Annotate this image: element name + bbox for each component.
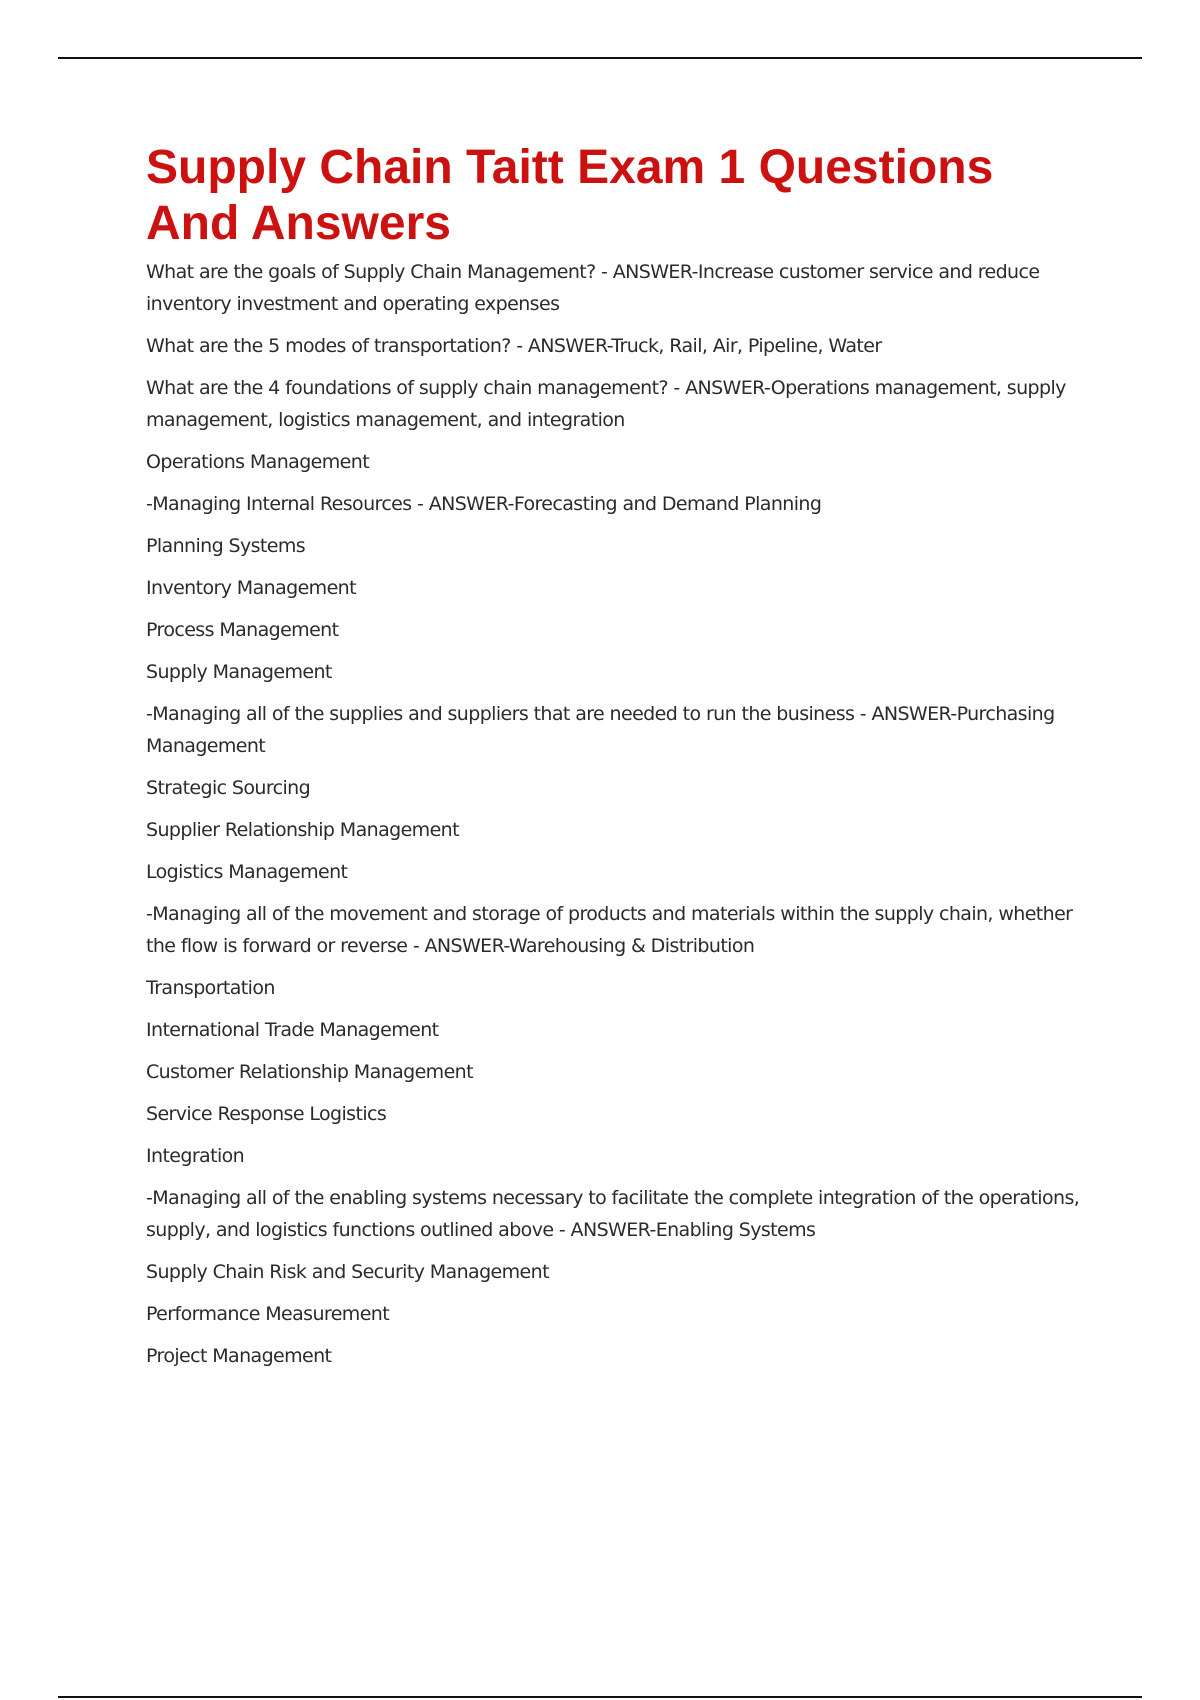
qa-entry: Performance Measurement (146, 1303, 390, 1325)
qa-entry: Supplier Relationship Management (146, 819, 459, 841)
bottom-rule (58, 1696, 1142, 1698)
qa-entry: Integration (146, 1145, 245, 1167)
qa-list (146, 256, 1096, 1372)
document-title: Supply Chain Taitt Exam 1 Questions And Answers (146, 141, 994, 250)
qa-entry: Customer Relationship Management (146, 1061, 473, 1083)
qa-entry: Operations Management (146, 451, 370, 473)
qa-entry: What are the 5 modes of transportation? - ANSWER-Truck, Rail, Air, Pipeline, Water (146, 335, 882, 357)
qa-entry: Project Management (146, 1345, 332, 1367)
qa-entry: Inventory Management (146, 577, 356, 599)
qa-entry: What are the goals of Supply Chain Management? - ANSWER-Increase customer service and reduce inventory investment and operating expenses (146, 261, 1040, 315)
qa-entry: Planning Systems (146, 535, 306, 557)
qa-entry: What are the 4 foundations of supply chain management? - ANSWER-Operations management, supply management, logistics management, and integration (146, 377, 1066, 431)
qa-entry: Transportation (146, 977, 275, 999)
qa-entry: Strategic Sourcing (146, 777, 311, 799)
qa-entry: Supply Chain Risk and Security Management (146, 1261, 549, 1283)
qa-entry: Service Response Logistics (146, 1103, 387, 1125)
qa-entry: -Managing Internal Resources - ANSWER-Forecasting and Demand Planning (146, 493, 822, 515)
qa-entry: Process Management (146, 619, 339, 641)
qa-entry: Supply Management (146, 661, 332, 683)
qa-entry: -Managing all of the supplies and suppliers that are needed to run the business - ANSWER-Purchasing Management (146, 703, 1055, 757)
qa-entry: -Managing all of the movement and storage of products and materials within the supply chain, whether the flow is forward or reverse - ANSWER-Warehousing & Distribution (146, 903, 1073, 957)
top-rule (58, 57, 1142, 59)
qa-entry: Logistics Management (146, 861, 348, 883)
qa-entry: -Managing all of the enabling systems necessary to facilitate the complete integration of the operations, supply, and logistics functions outlined above - ANSWER-Enabling Systems (146, 1187, 1080, 1241)
qa-entry: International Trade Management (146, 1019, 439, 1041)
document-content (146, 140, 1096, 1382)
